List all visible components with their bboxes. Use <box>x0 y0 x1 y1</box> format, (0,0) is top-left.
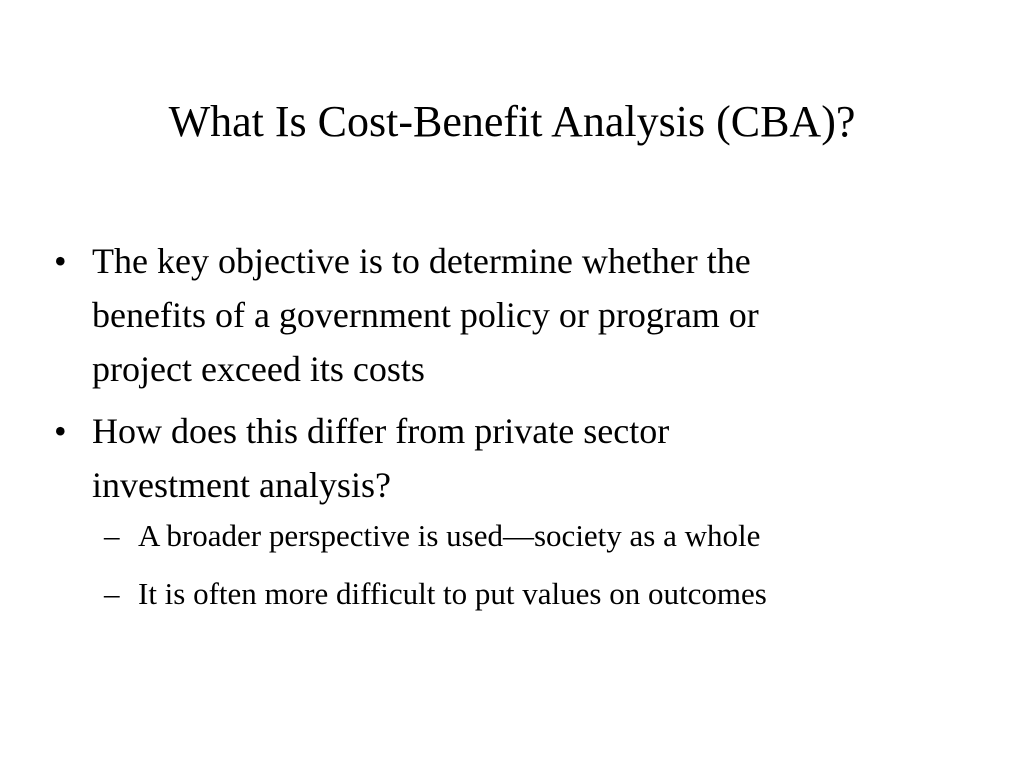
sub-bullet-marker: – <box>104 518 120 553</box>
bullet-marker: • <box>54 241 67 281</box>
bullet-text-line: The key objective is to determine whether the <box>92 241 751 281</box>
sub-bullet-marker: – <box>104 576 120 611</box>
bullet-item-private-sector-difference <box>54 404 954 616</box>
sub-bullet-text: A broader perspective is used—society as a whole <box>138 518 761 553</box>
bullet-list <box>54 234 954 630</box>
sub-bullet-broader-perspective <box>104 514 954 558</box>
bullet-text-line: project exceed its costs <box>92 349 425 389</box>
bullet-marker: • <box>54 411 67 451</box>
sub-bullet-values-on-outcomes <box>104 572 954 616</box>
bullet-text-line: How does this differ from private sector <box>92 411 670 451</box>
sub-bullet-list <box>104 514 954 616</box>
bullet-text-line: investment analysis? <box>92 465 391 505</box>
bullet-item-key-objective <box>54 234 954 396</box>
sub-bullet-text: It is often more difficult to put values on outcomes <box>138 576 767 611</box>
bullet-text-line: benefits of a government policy or program or <box>92 295 759 335</box>
slide-title: What Is Cost-Benefit Analysis (CBA)? <box>168 97 856 146</box>
